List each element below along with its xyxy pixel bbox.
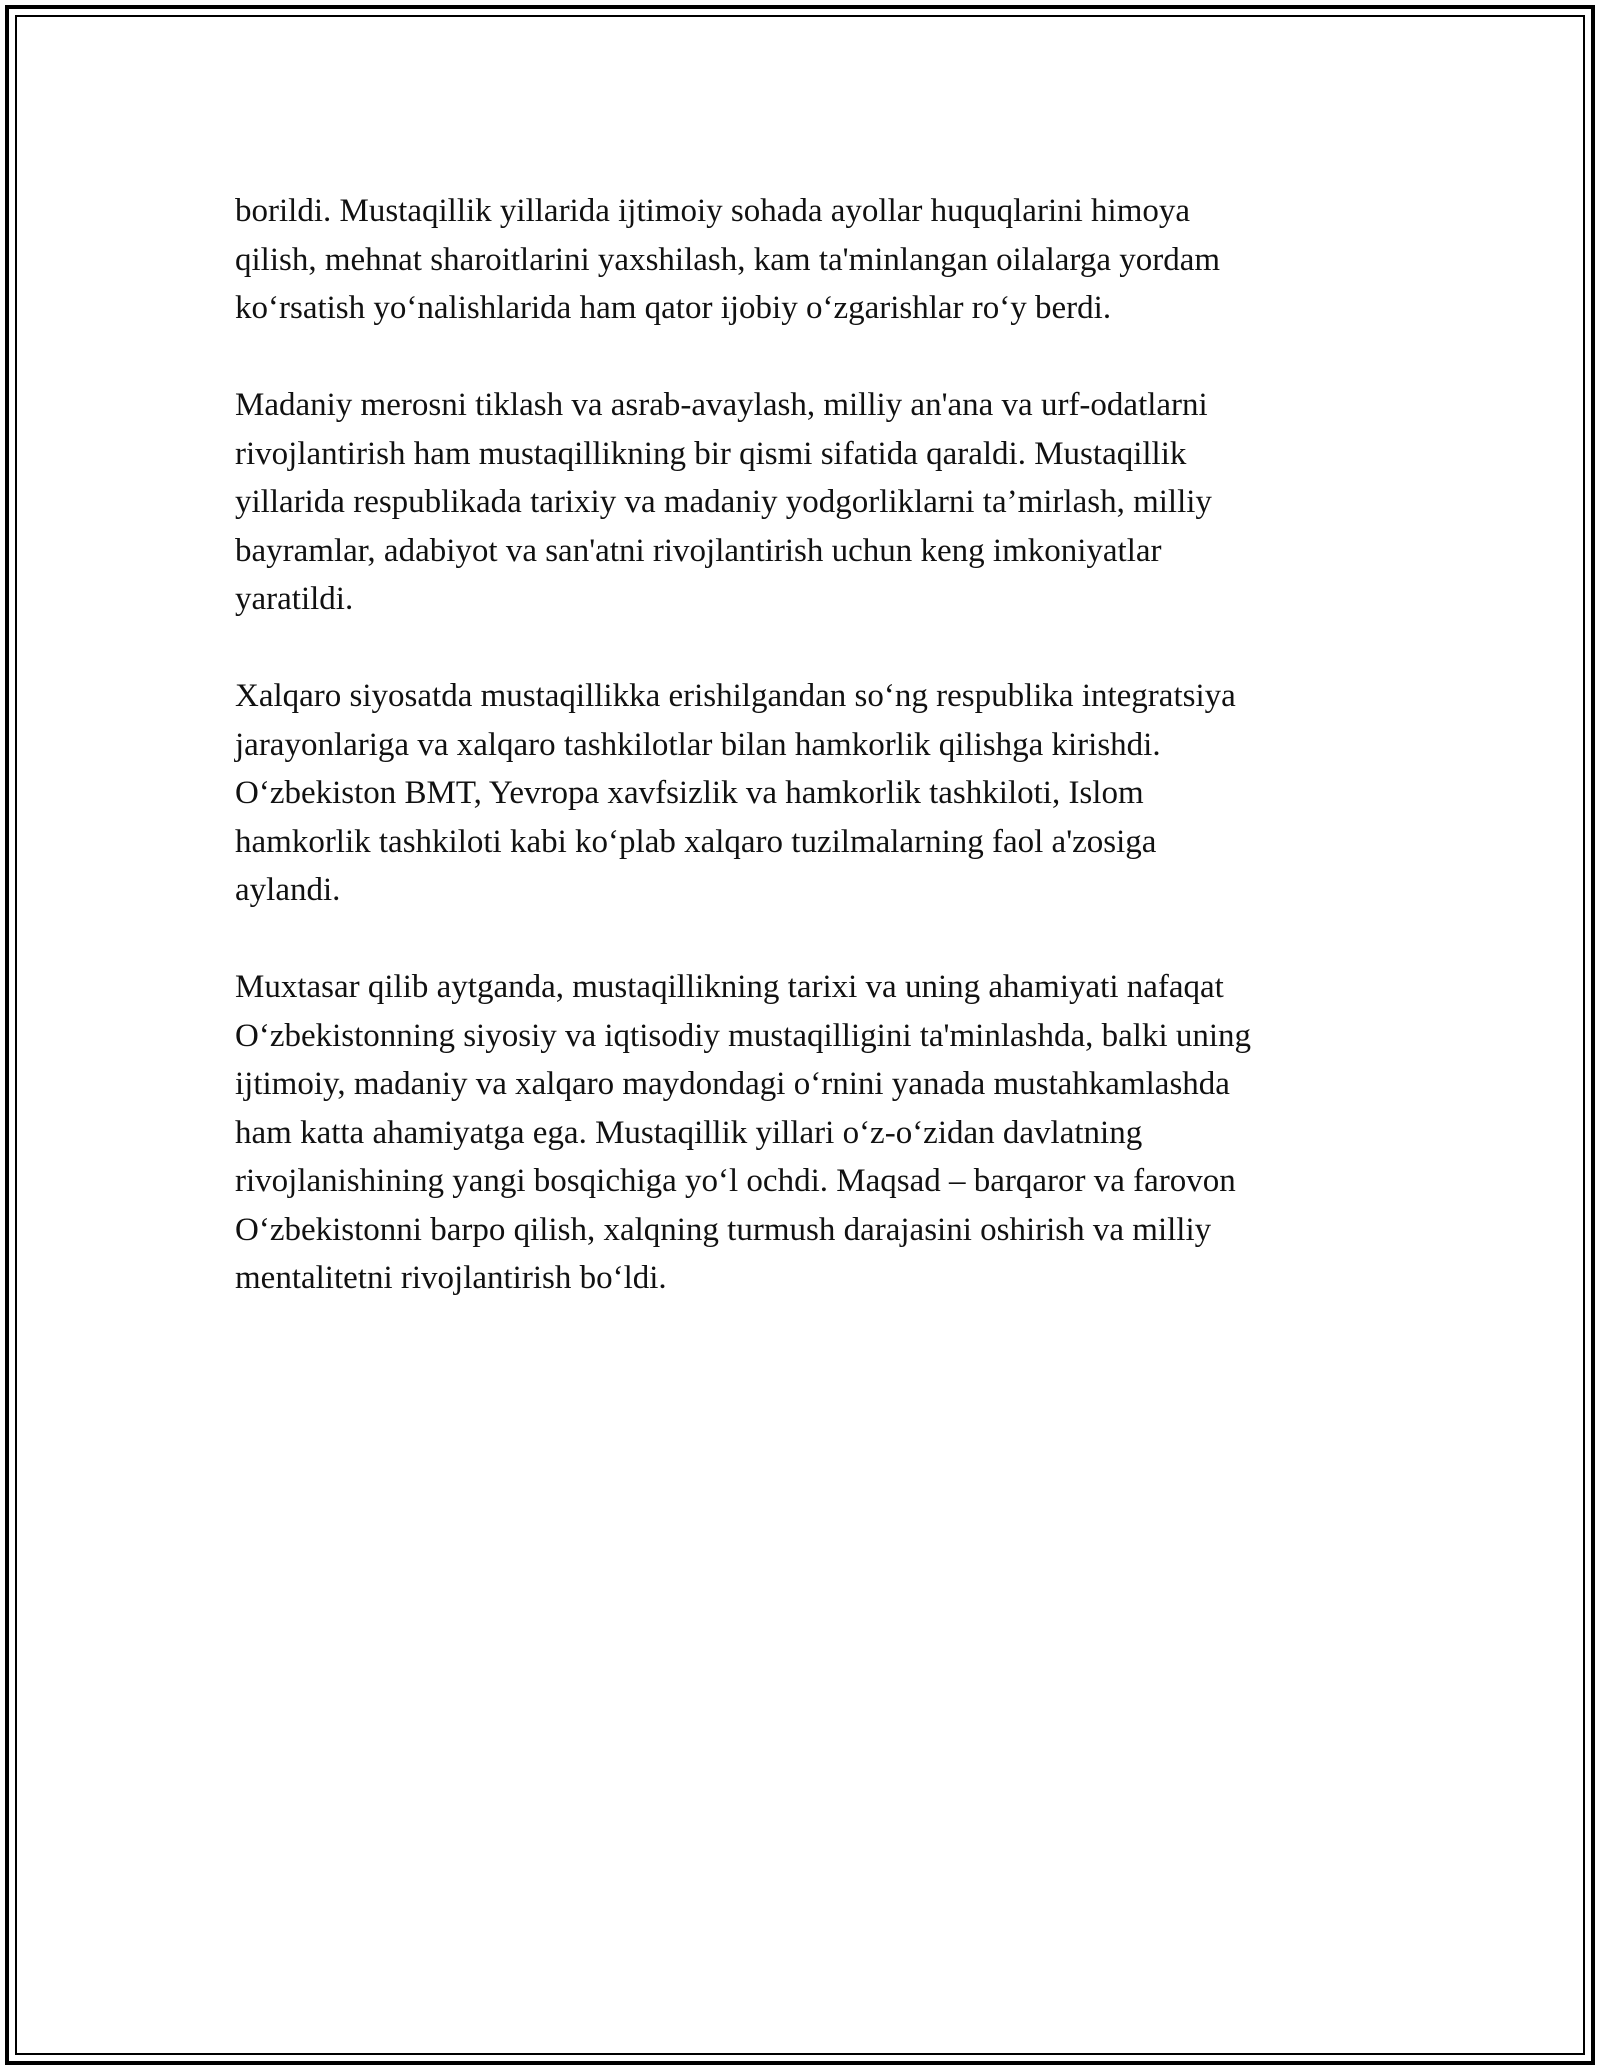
paragraph-international-policy: Xalqaro siyosatda mustaqillikka erishilgandan so‘ng respublika integratsiya jarayonlariga va xalqaro tashkilotlar bilan hamkorlik qilishga kirishdi. O‘zbekiston BMT, Yevropa xavfsizlik va hamkorlik tashkiloti, Islom hamkorlik tashkiloti kabi ko‘plab xalqaro tuzilmalarning faol a'zosiga aylandi. [235, 678, 1236, 908]
document-body [235, 187, 1395, 1351]
paragraph-social-sphere: borildi. Mustaqillik yillarida ijtimoiy sohada ayollar huquqlarini himoya qilish, mehnat sharoitlarini yaxshilash, kam ta'minlangan oilalarga yordam ko‘rsatish yo‘nalishlarida ham qator ijobiy o‘zgarishlar ro‘y berdi. [235, 193, 1221, 326]
paragraph-cultural-heritage: Madaniy merosni tiklash va asrab-avaylash, milliy an'ana va urf-odatlarni rivojlantirish ham mustaqillikning bir qismi sifatida qaraldi. Mustaqillik yillarida respublikada tarixiy va madaniy yodgorliklarni ta’mirlash, milliy bayramlar, adabiyot va san'atni rivojlantirish uchun keng imkoniyatlar yaratildi. [235, 387, 1212, 617]
paragraph-conclusion: Muxtasar qilib aytganda, mustaqillikning tarixi va uning ahamiyati nafaqat O‘zbekistonning siyosiy va iqtisodiy mustaqilligini ta'minlashda, balki uning ijtimoiy, madaniy va xalqaro maydondagi o‘rnini yanada mustahkamlashda ham katta ahamiyatga ega. Mustaqillik yillari o‘z-o‘zidan davlatning rivojlanishining yangi bosqichiga yo‘l ochdi. Maqsad – barqaror va farovon O‘zbekistonni barpo qilish, xalqning turmush darajasini oshirish va milliy mentalitetni rivojlantirish bo‘ldi. [235, 969, 1252, 1296]
